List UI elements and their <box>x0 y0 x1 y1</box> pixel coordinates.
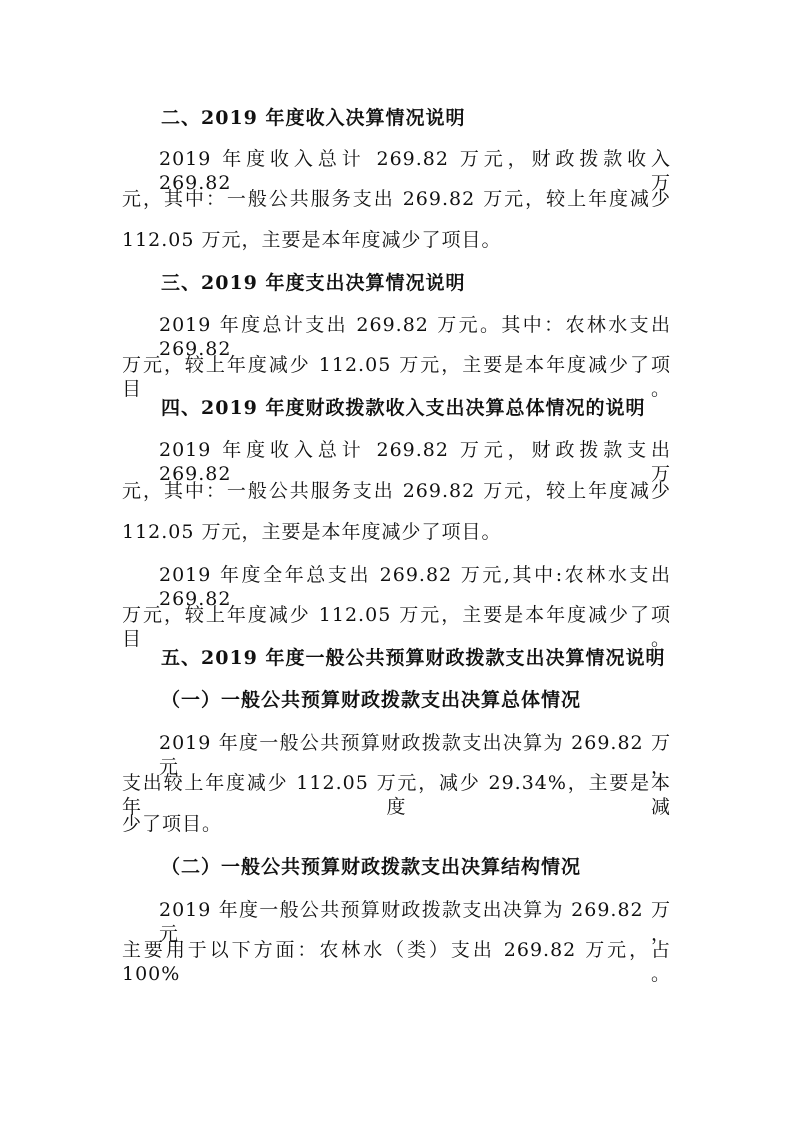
section-heading-expenditure: 三、2019 年度支出决算情况说明 <box>161 272 466 294</box>
paragraph-line: 万元，较上年度减少 112.05 万元，主要是本年度减少了项目。 <box>122 604 671 650</box>
paragraph-line: 主要用于以下方面：农林水（类）支出 269.82 万元，占 100%。 <box>122 939 671 985</box>
paragraph-line: 112.05 万元，主要是本年度减少了项目。 <box>122 229 502 251</box>
paragraph-line: 2019 年度总计支出 269.82 万元。其中：农林水支出 269.82 <box>159 314 671 360</box>
paragraph-line: 112.05 万元，主要是本年度减少了项目。 <box>122 521 502 543</box>
paragraph-line: 元，其中：一般公共服务支出 269.82 万元，较上年度减少 <box>122 480 671 502</box>
subsection-heading-overall: （一）一般公共预算财政拨款支出决算总体情况 <box>161 689 582 711</box>
paragraph-line: 2019 年度收入总计 269.82 万元，财政拨款支出 269.82 万 <box>159 439 671 485</box>
subsection-heading-structure: （二）一般公共预算财政拨款支出决算结构情况 <box>161 856 582 878</box>
paragraph-line: 2019 年度全年总支出 269.82 万元,其中:农林水支出 269.82 <box>159 564 671 610</box>
paragraph-line: 支出较上年度减少 112.05 万元，减少 29.34%，主要是本年度减 <box>122 772 671 818</box>
paragraph-line: 元，其中：一般公共服务支出 269.82 万元，较上年度减少 <box>122 188 671 210</box>
section-heading-income: 二、2019 年度收入决算情况说明 <box>161 107 466 129</box>
paragraph-line: 万元，较上年度减少 112.05 万元，主要是本年度减少了项目。 <box>122 354 671 400</box>
paragraph-line: 2019 年度一般公共预算财政拨款支出决算为 269.82 万元， <box>159 899 671 945</box>
section-heading-general-budget: 五、2019 年度一般公共预算财政拨款支出决算情况说明 <box>161 647 666 669</box>
paragraph-line: 少了项目。 <box>122 813 223 835</box>
paragraph-line: 2019 年度收入总计 269.82 万元，财政拨款收入 269.82 万 <box>159 148 671 194</box>
paragraph-line: 2019 年度一般公共预算财政拨款支出决算为 269.82 万元， <box>159 732 671 778</box>
section-heading-fiscal-overall: 四、2019 年度财政拨款收入支出决算总体情况的说明 <box>161 397 646 419</box>
